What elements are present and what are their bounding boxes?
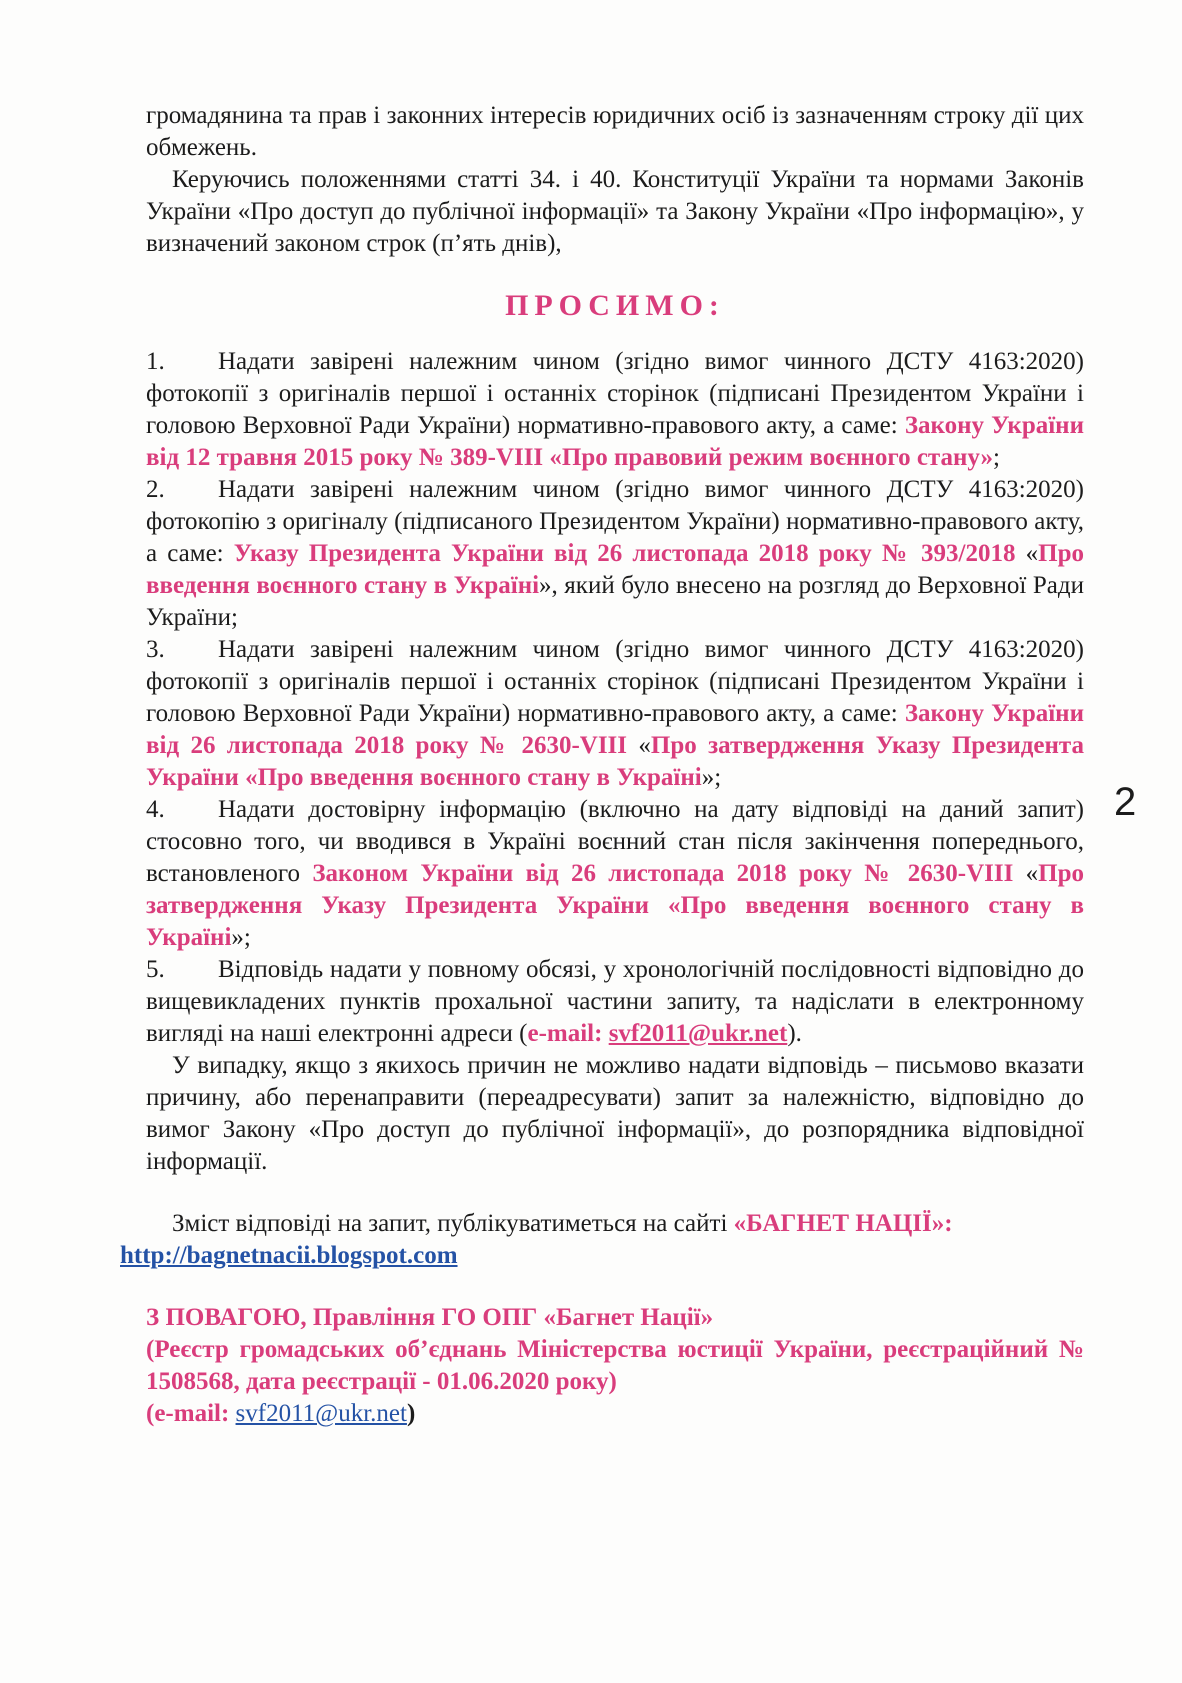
item-highlight-title: Про затвердження Указу Президента України «Про введення воєнного стану в Україні [146, 860, 1084, 951]
item-number: 3. [146, 636, 165, 663]
signature-line-1: З ПОВАГОЮ, Правління ГО ОПГ «Багнет Нації» [146, 1304, 714, 1331]
request-item-4 [146, 794, 1084, 954]
item-tail: »; [701, 764, 722, 791]
intro-paragraph-1: громадянина та прав і законних інтересів юридичних осіб із зазначенням строку дії цих обмежень. [146, 102, 1084, 161]
email-link[interactable]: svf2011@ukr.net [608, 1020, 788, 1047]
item-mid: « [1015, 540, 1039, 567]
item-text: Надати завірені належним чином (згідно вимог чинного ДСТУ 4163:2020) фотокопію з оригіналу (підписаного Президентом України) нормативно-правового акту, а саме: [146, 476, 1084, 567]
item-number: 4. [146, 796, 165, 823]
item-tail: ; [993, 444, 1000, 471]
email-label: e-mail: [527, 1020, 609, 1047]
document-body [120, 100, 1084, 1430]
page-number: 2 [1114, 780, 1137, 824]
spacer [146, 1178, 1084, 1208]
item-tail: »; [231, 924, 251, 951]
request-heading: ПРОСИМО: [505, 289, 725, 322]
publish-text: Зміст відповіді на запит, публікуватиметься на сайті [172, 1210, 734, 1237]
item-tail: ). [787, 1020, 802, 1047]
item-text: Надати завірені належним чином (згідно вимог чинного ДСТУ 4163:2020) фотокопії з оригіналів першої і останніх сторінок (підписані Президентом України і головою Верховної Ради України) нормативно-правового акту, а саме: [146, 348, 1084, 439]
item-number: 2. [146, 476, 165, 503]
item-text: Надати завірені належним чином (згідно вимог чинного ДСТУ 4163:2020) фотокопії з оригіналів першої і останніх сторінок (підписані Президентом України і головою Верховної Ради України) нормативно-правового акту, а саме: [146, 636, 1084, 727]
publish-paragraph [120, 1208, 1084, 1272]
request-item-2 [146, 474, 1084, 634]
email-close: ) [406, 1400, 416, 1427]
item-text: Відповідь надати у повному обсязі, у хронологічній послідовності відповідно до вищевикладених пунктів прохальної частини запиту, та надіслати в електронному вигляді на наші електронні адреси ( [146, 956, 1084, 1047]
note-paragraph: У випадку, якщо з якихось причин не можливо надати відповідь – письмово вказати причину, або перенаправити (переадресувати) запит за належністю, відповідно до вимог Закону «Про доступ до публічної інформації», до розпорядника відповідної інформації. [146, 1052, 1084, 1175]
request-item-5 [146, 954, 1084, 1050]
item-mid: « [1013, 860, 1039, 887]
item-mid: « [627, 732, 651, 759]
site-url-link[interactable]: http://bagnetnacii.blogspot.com [120, 1242, 458, 1269]
request-item-3 [146, 634, 1084, 794]
signature-registry: (Реєстр громадських об’єднань Міністерства юстиції України, реєстраційний № 1508568, дата реєстрації - 01.06.2020 року) [146, 1336, 1084, 1395]
item-tail: », який було внесено на розгляд до Верховної Ради України; [146, 572, 1084, 631]
item-highlight: Закону України від 12 травня 2015 року № 389-VIII «Про правовий режим воєнного стану» [146, 412, 1084, 471]
item-text: Надати достовірну інформацію (включно на дату відповіді на даний запит) стосовно того, чи вводився в Україні воєнний стан після закінчення попереднього, встановленого [146, 796, 1084, 887]
spacer [146, 1272, 1084, 1302]
item-highlight-title: Про затвердження Указу Президента України «Про введення воєнного стану в Україні [146, 732, 1084, 791]
site-name: «БАГНЕТ НАЦІЇ»: [733, 1210, 953, 1237]
signature-email [146, 1398, 1084, 1430]
email-link[interactable]: svf2011@ukr.net [235, 1400, 407, 1427]
item-highlight: Законом України від 26 листопада 2018 року № 2630-VIII [312, 860, 1014, 887]
item-highlight: Указу Президента України від 26 листопада 2018 року № 393/2018 [233, 540, 1016, 567]
item-highlight-title: Про введення воєнного стану в Україні [146, 540, 1084, 599]
item-number: 1. [146, 348, 165, 375]
email-label: (e-mail: [146, 1400, 236, 1427]
item-number: 5. [146, 956, 165, 983]
item-highlight: Закону України від 26 листопада 2018 року № 2630-VIII [146, 700, 1084, 759]
intro-paragraph-2: Керуючись положеннями статті 34. і 40. Конституції України та нормами Законів України «Про доступ до публічної інформації» та Закону України «Про інформацію», у визначений законом строк (п’ять днів), [146, 166, 1084, 257]
request-item-1 [146, 346, 1084, 474]
